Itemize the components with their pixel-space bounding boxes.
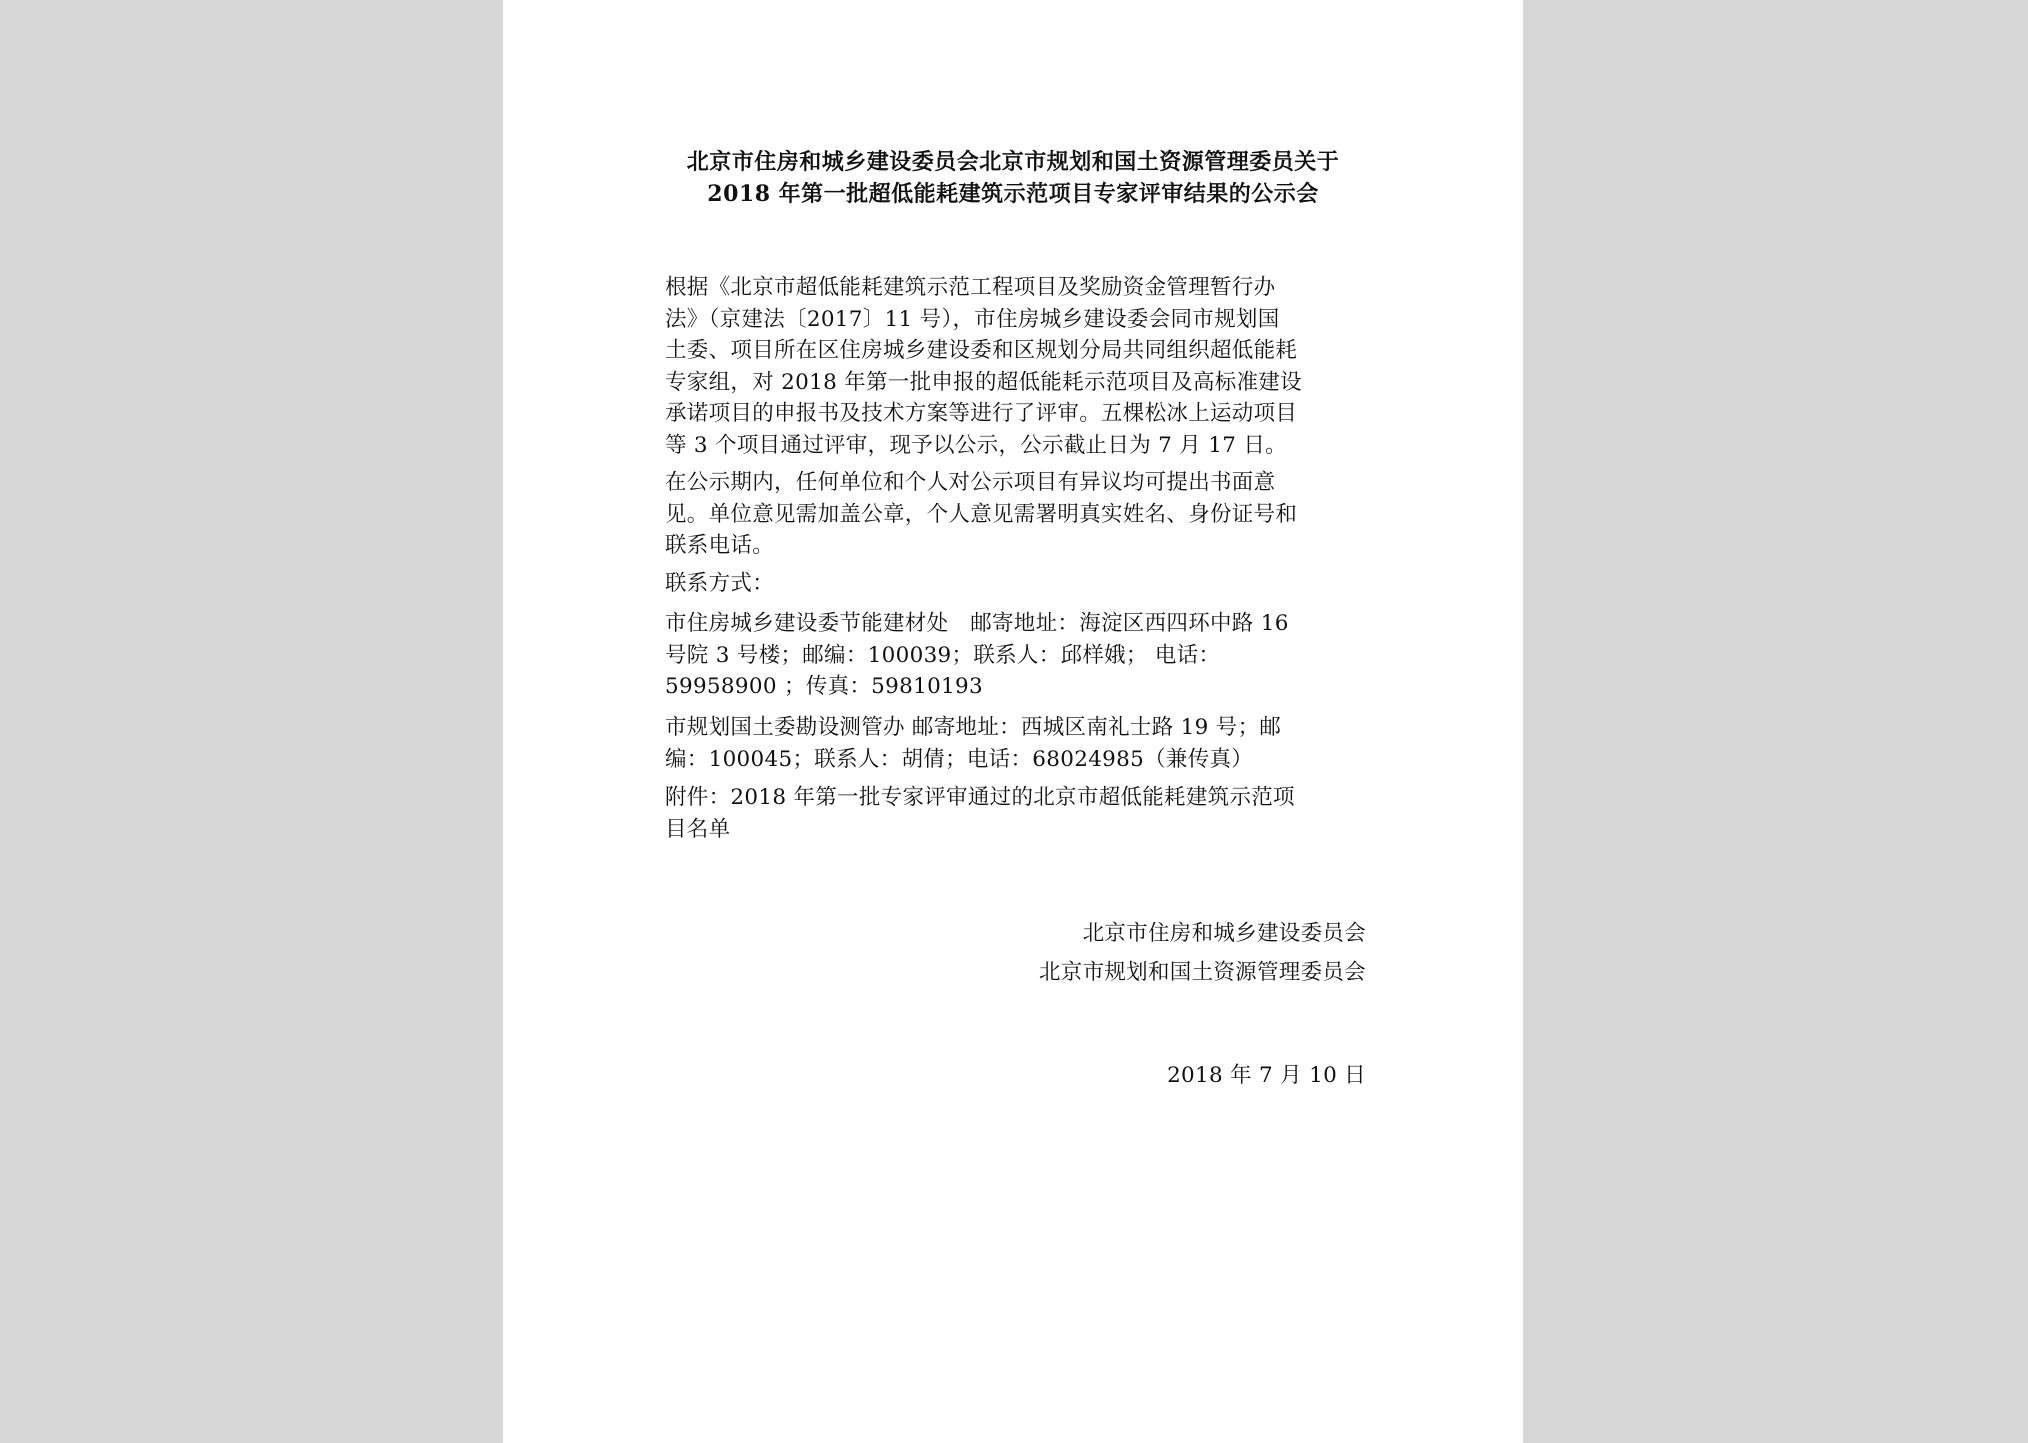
contact-housing-commission: [665, 608, 1370, 703]
title-line: 2018 年第一批超低能耗建筑示范项目专家评审结果的公示会: [707, 181, 1319, 207]
text-line: 土委、项目所在区住房城乡建设委和区规划分局共同组织超低能耗: [665, 338, 1298, 363]
text-line: 号院 3 号楼；邮编：100039；联系人：邱样娥； 电话：: [665, 642, 1221, 668]
attachment-note: [665, 782, 1370, 845]
text-line: 见。单位意见需加盖公章，个人意见需署明真实姓名、身份证号和: [665, 501, 1298, 527]
text-line: 承诺项目的申报书及技术方案等进行了评审。五棵松冰上运动项目: [665, 401, 1298, 426]
text-line: 在公示期内，任何单位和个人对公示项目有异议均可提出书面意: [665, 470, 1276, 495]
text-line: 联系电话。: [665, 533, 775, 558]
signatory-planning: 北京市规划和国土资源管理委员会: [1038, 960, 1366, 985]
text-line: 法》（京建法〔2017〕11 号），市住房城乡建设委会同市规划国: [665, 306, 1280, 332]
text-line: 目名单: [665, 816, 731, 842]
contact-planning-commission: [665, 712, 1370, 775]
text-line: 根据《北京市超低能耗建筑示范工程项目及奖励资金管理暂行办: [665, 275, 1276, 300]
text-line: 等 3 个项目通过评审，现予以公示，公示截止日为 7 月 17 日。: [665, 432, 1287, 458]
signatory-housing: 北京市住房和城乡建设委员会: [1082, 921, 1366, 946]
title-line: 北京市住房和城乡建设委员会北京市规划和国土资源管理委员关于: [686, 149, 1340, 175]
text-line: 59958900 ；传真：59810193: [665, 674, 983, 699]
document-title: [543, 146, 1483, 210]
document-page: [503, 0, 1523, 1443]
text-line: 专家组，对 2018 年第一批申报的超低能耗示范项目及高标准建设: [665, 369, 1302, 395]
text-line: 编：100045；联系人：胡倩；电话：68024985（兼传真）: [665, 746, 1254, 772]
paragraph-basis: [665, 272, 1370, 461]
document-date: 2018 年 7 月 10 日: [1167, 1063, 1366, 1088]
paragraph-objection: [665, 467, 1370, 562]
contact-heading: [665, 568, 1370, 600]
text-line: 市规划国土委勘设测管办 邮寄地址：西城区南礼士路 19 号；邮: [665, 715, 1282, 740]
text-line: 联系方式：: [665, 571, 775, 596]
text-line: 附件：2018 年第一批专家评审通过的北京市超低能耗建筑示范项: [665, 785, 1295, 810]
text-line: 市住房城乡建设委节能建材处 邮寄地址：海淀区西四环中路 16: [665, 611, 1289, 636]
